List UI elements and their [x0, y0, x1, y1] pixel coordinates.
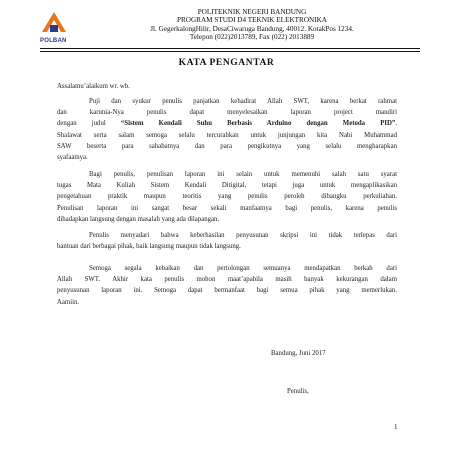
paragraph-line: SAW beserta para sahabatnya dan para pengikutnya yang selalu mengharapkan	[57, 142, 397, 150]
paragraph-line: dengan judul “Sistem Kendali Suhu Berbasis Arduino dengan Metoda PID”.	[57, 120, 398, 128]
paragraph-line: Semoga segala kebaikan dan pertolongan semuanya mendapatkan berkah dari	[89, 265, 397, 272]
paragraph-line: Aamiin.	[57, 298, 80, 306]
paragraph-2	[57, 169, 397, 225]
institution-phone: Telepon (022)2013789, Fax (022) 2013889	[189, 33, 315, 42]
salutation: Assalamu’alaikum wr. wb.	[57, 83, 130, 90]
header-rule-thin	[40, 51, 420, 52]
paragraph-line: pengetahuan praktik maupun teoritis yang penulis peroleh dibangku perkuliahan.	[57, 193, 397, 201]
signature-label: Penulis,	[287, 388, 309, 395]
paragraph-line: dihadapkan langsung dengan masalah yang ada dilapangan.	[57, 215, 220, 223]
header-rule	[40, 48, 420, 49]
logo-text: POLBAN	[40, 38, 67, 44]
paragraph-line: bantuan dari berbagai pihak, baik langsung maupun tidak langsung.	[57, 243, 241, 251]
paragraph-line: Puji dan syukur penulis panjatkan kehadirat Allah SWT, karena berkat rahmat	[89, 98, 397, 105]
paragraph-3	[57, 230, 397, 252]
paragraph-line: syafaatnya.	[57, 154, 88, 162]
place-date: Bandung, Juni 2017	[271, 350, 326, 357]
program-name: PROGRAM STUDI D4 TEKNIK ELEKTRONIKA	[176, 16, 327, 25]
paragraph-1	[57, 96, 397, 163]
paragraph-line: Bagi penulis, penulisan laporan ini selain untuk memenuhi salah satu syarat	[89, 171, 397, 178]
paragraph-line: Allah SWT. Akhir kata penulis mohon maat’apabila masih banyak kekurangan dalam	[57, 276, 397, 284]
paragraph-line: dan karunia-Nya penulis dapat menyelesaikan laporan project mandiri	[57, 109, 397, 117]
paragraph-line: Penulisan laporan ini sangat besar sekali manfaatnya bagi penulis, karena penulis	[57, 204, 397, 212]
report-title: “Sistem Kendali Suhu Berbasis Arduino dengan Metoda PID”	[120, 120, 396, 128]
paragraph-line: penyusunan laporan ini. Semoga dapat bermanfaat bagi semua pihak yang memerlukan.	[57, 287, 397, 295]
institution-address: Jl. GegerkalongHilir, DesaCiwaruga Bandung, 40012. KotakPos 1234.	[150, 24, 354, 33]
page-title: KATA PENGANTAR	[178, 58, 275, 68]
paragraph-line: tugas Mata Kuliah Sistem Kendali Ditigital, tetapi juga untuk mengaplikasikan	[57, 182, 397, 190]
paragraph-line: Shalawat serta salam semoga selalu tercurahkan untuk junjungan kita Nabi Muhammad	[57, 131, 397, 139]
paragraph-line: Penulis menyadari bahwa keberhasilan penyusunan skripsi ini tidak terlepas dari	[89, 232, 397, 239]
polban-logo-icon	[40, 8, 68, 36]
page-number: 1	[394, 423, 398, 431]
paragraph-4	[57, 263, 397, 308]
polban-logo	[40, 8, 68, 46]
letterhead	[82, 8, 422, 42]
institution-name: POLITEKNIK NEGERI BANDUNG	[197, 8, 307, 16]
